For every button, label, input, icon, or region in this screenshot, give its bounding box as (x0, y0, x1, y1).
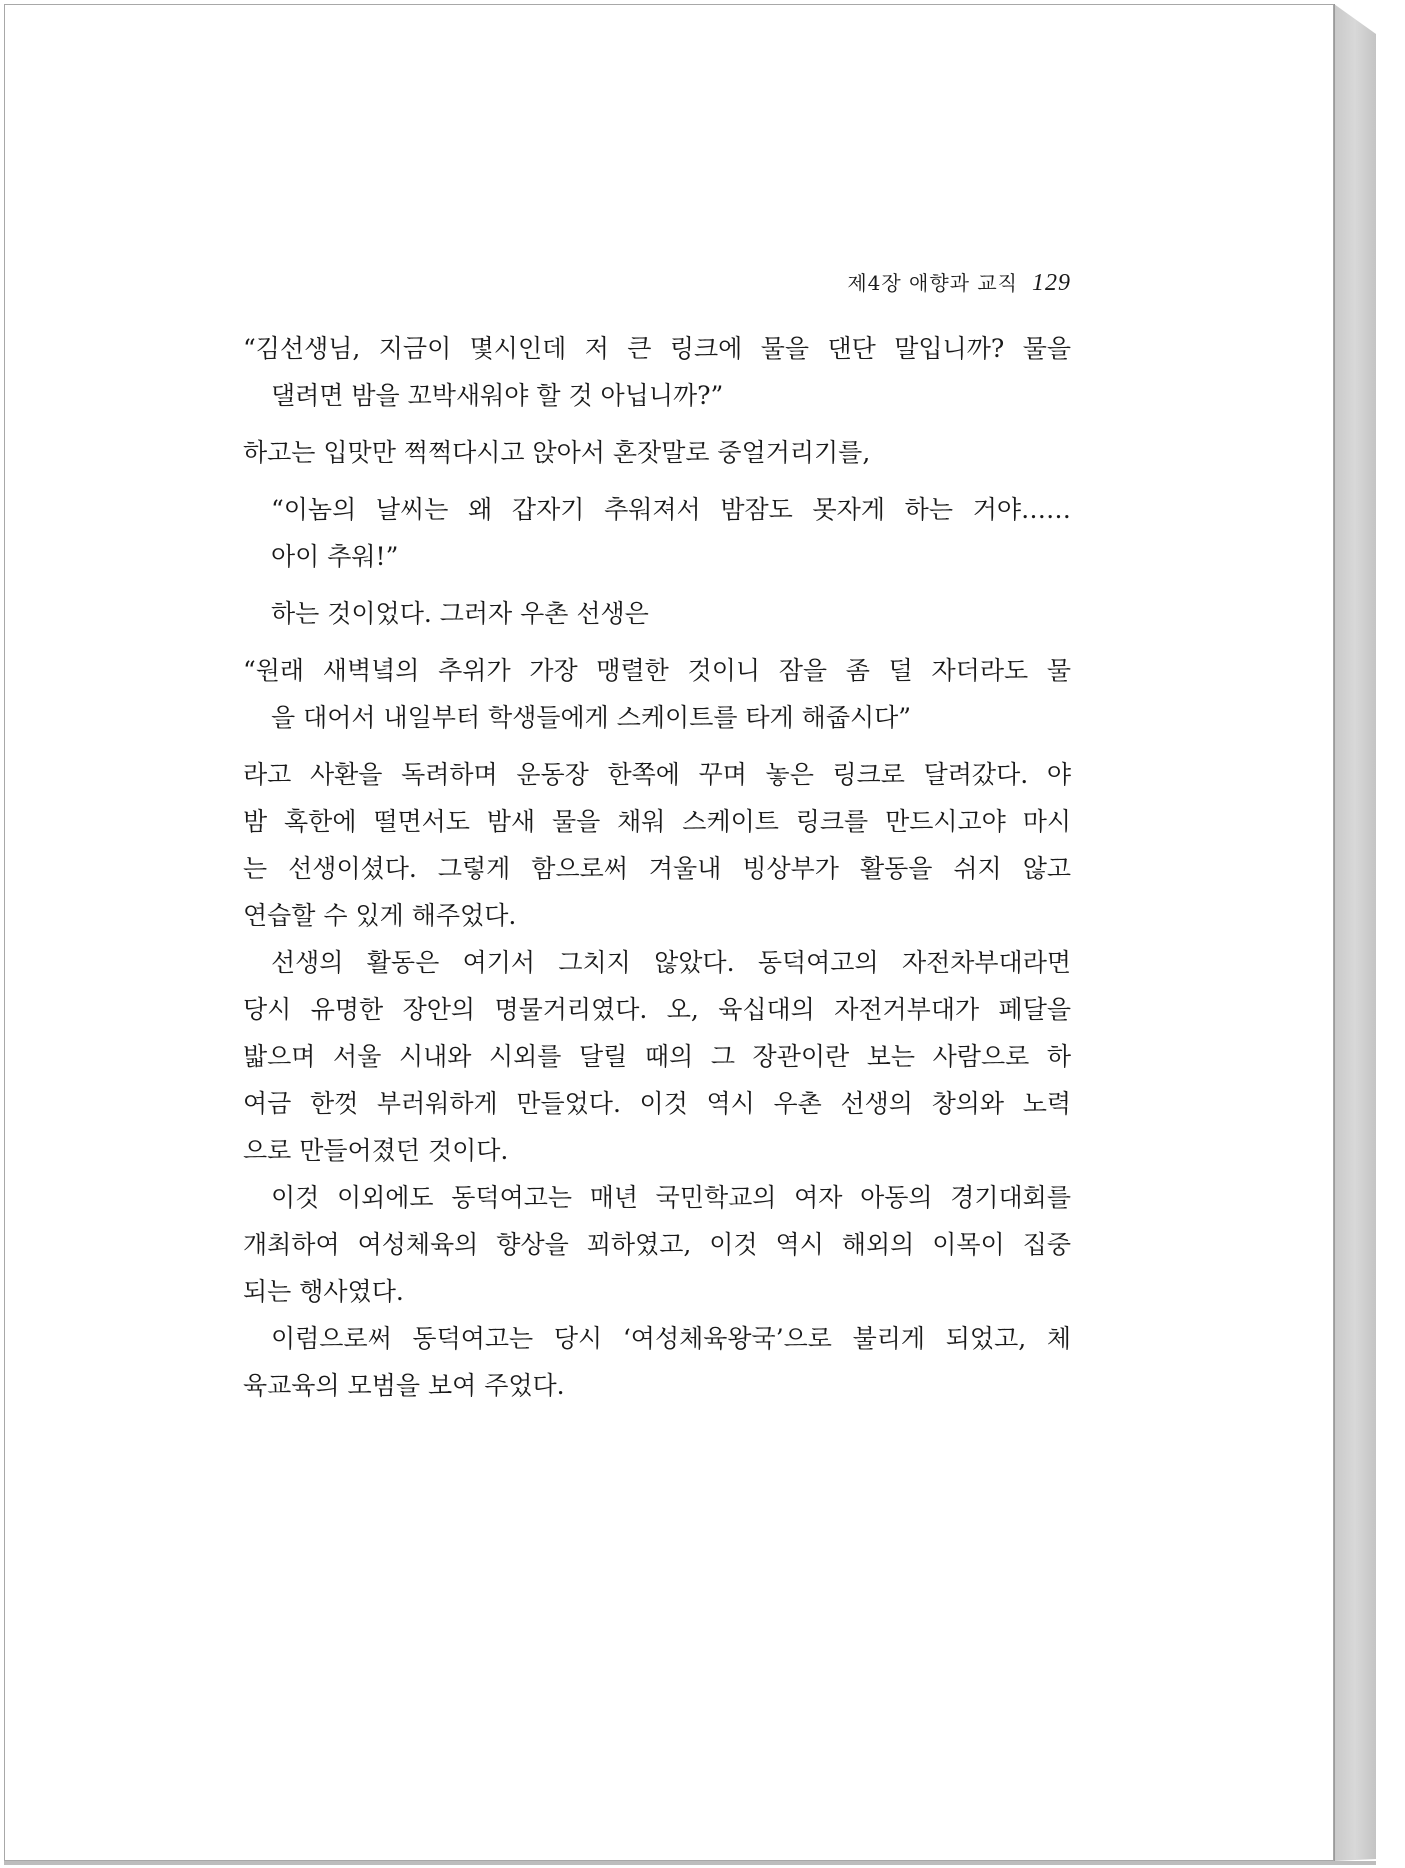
body-text (243, 325, 1071, 1409)
book-bottom-edge (4, 1861, 1376, 1865)
text-line: 는 선생이셨다. 그렇게 함으로써 겨울내 빙상부가 활동을 쉬지 않고 (243, 854, 1071, 883)
text-line: 라고 사환을 독려하며 운동장 한쪽에 꾸며 놓은 링크로 달려갔다. 야 (243, 760, 1071, 789)
text-line: 하는 것이었다. 그러자 우촌 선생은 (271, 599, 649, 628)
paragraph (243, 1315, 1071, 1409)
text-line: “김선생님, 지금이 몇시인데 저 큰 링크에 물을 댄단 말입니까? 물을 (243, 334, 1071, 363)
book-page (4, 4, 1334, 1861)
text-line: 개최하여 여성체육의 향상을 꾀하였고, 이것 역시 해외의 이목이 집중 (243, 1230, 1071, 1259)
paragraph (243, 429, 1071, 476)
text-line: 이럼으로써 동덕여고는 당시 ‘여성체육왕국’으로 불리게 되었고, 체 (271, 1324, 1071, 1353)
text-line: 연습할 수 있게 해주었다. (243, 901, 517, 930)
quote-block (243, 486, 1071, 580)
paragraph (243, 1174, 1071, 1315)
quote-block (243, 647, 1071, 741)
text-line: 으로 만들어졌던 것이다. (243, 1136, 509, 1165)
text-line: 밟으며 서울 시내와 시외를 달릴 때의 그 장관이란 보는 사람으로 하 (243, 1042, 1071, 1071)
text-line: “원래 새벽녘의 추위가 가장 맹렬한 것이니 잠을 좀 덜 자더라도 물 (243, 656, 1071, 685)
text-line: 여금 한껏 부러워하게 만들었다. 이것 역시 우촌 선생의 창의와 노력 (243, 1089, 1071, 1118)
text-line: 하고는 입맛만 쩍쩍다시고 앉아서 혼잣말로 중얼거리기를, (243, 438, 871, 467)
text-line: 되는 행사였다. (243, 1277, 404, 1306)
text-line: 선생의 활동은 여기서 그치지 않았다. 동덕여고의 자전차부대라면 (271, 948, 1071, 977)
quote-block (243, 325, 1071, 419)
running-head (847, 267, 1071, 297)
text-line: 이것 이외에도 동덕여고는 매년 국민학교의 여자 아동의 경기대회를 (271, 1183, 1071, 1212)
text-line: 당시 유명한 장안의 명물거리였다. 오, 육십대의 자전거부대가 페달을 (243, 995, 1071, 1024)
text-line: 댈려면 밤을 꼬박새워야 할 것 아닙니까?” (271, 381, 724, 410)
text-line: 아이 추워!” (271, 542, 399, 571)
text-line: “이놈의 날씨는 왜 갑자기 추워져서 밤잠도 못자게 하는 거야…… (271, 495, 1071, 524)
paragraph (243, 751, 1071, 939)
paragraph (243, 590, 1071, 637)
text-line: 을 대어서 내일부터 학생들에게 스케이트를 타게 해줍시다” (271, 703, 912, 732)
page-number: 129 (1032, 270, 1071, 296)
text-line: 육교육의 모범을 보여 주었다. (243, 1371, 565, 1400)
page-edge-line (1334, 4, 1335, 1861)
paragraph (243, 939, 1071, 1174)
text-line: 밤 혹한에 떨면서도 밤새 물을 채워 스케이트 링크를 만드시고야 마시 (243, 807, 1071, 836)
book-side-thickness (1334, 4, 1376, 1861)
chapter-title: 제4장 애향과 교직 (847, 271, 1018, 295)
